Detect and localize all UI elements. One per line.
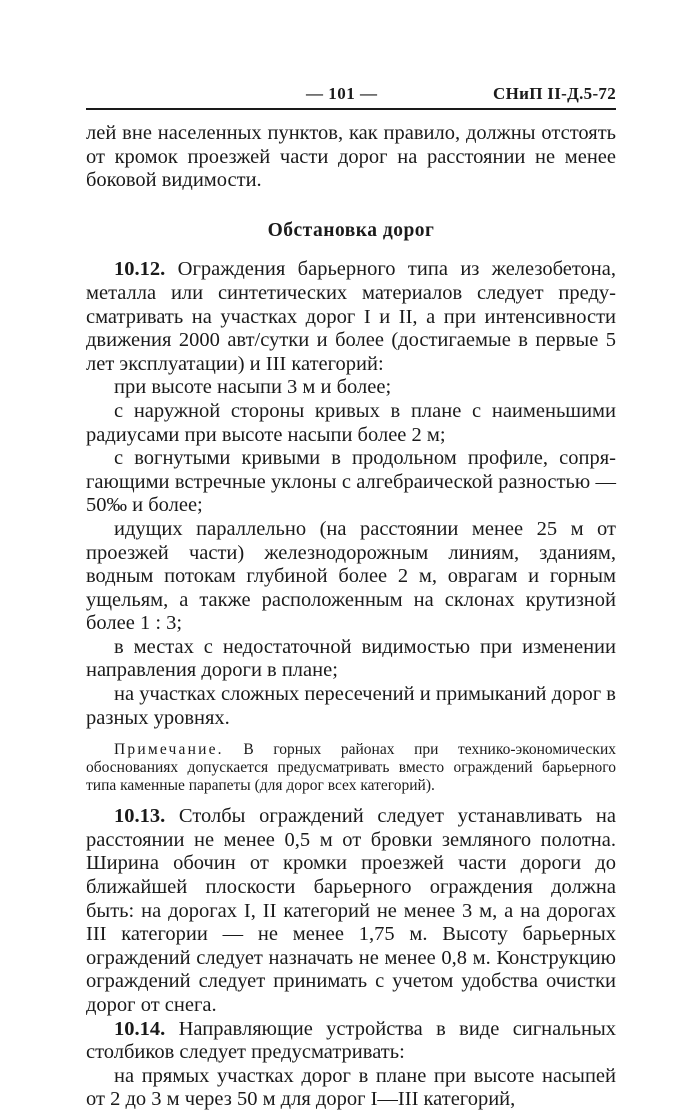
clause-text: Направляющие устройства в виде сигнальных столбиков следует предусматривать:	[86, 1017, 616, 1064]
list-item: идущих параллельно (на расстоянии менее 25 м от проезжей части) железнодорожным линиям, зданиям, водным потокам глубиной более 2 м, оврагам и горным ущельям, а также расположенным на склонах крутизной более 1 : 3;	[86, 517, 616, 635]
list-item: на участках сложных пересечений и примыканий дорог в разных уровнях.	[86, 683, 616, 729]
page-header	[86, 80, 616, 106]
document-code: СНиП II-Д.5-72	[493, 84, 616, 103]
section-title: Обстановка дорог	[267, 219, 435, 241]
clause-number: 10.13.	[114, 805, 166, 828]
list-item: на прямых участках дорог в плане при высоте насыпей от 2 до 3 м через 50 м для дорог I—III категорий,	[86, 1064, 616, 1111]
clause-number: 10.12.	[114, 258, 166, 281]
note-paragraph	[86, 741, 616, 795]
list-item: с вогнутыми кривыми в продольном профиле, сопрягающими встречные уклоны с алгебраической разностью — 50‰ и более;	[86, 447, 616, 517]
clause-10-13	[86, 805, 616, 1017]
document-body	[86, 122, 616, 1112]
note-label: Примечание.	[114, 741, 224, 759]
note-text: В горных районах при технико-экономических обоснованиях допускается предусматривать вместо ограждений барьерного типа каменные парапеты (для дорог всех категорий).	[86, 741, 616, 795]
document-page	[86, 80, 616, 1112]
clause-10-14	[86, 1018, 616, 1065]
header-rule	[86, 108, 616, 110]
page-number: — 101 —	[306, 84, 378, 103]
list-item: в местах с недостаточной видимостью при изменении направления дороги в плане;	[86, 635, 616, 682]
list-item: с наружной стороны кривых в плане с наименьшими радиусами при высоте насыпи более 2 м;	[86, 399, 616, 446]
clause-number: 10.14.	[114, 1017, 166, 1040]
clause-text: Столбы ограждений следует устанавливать на расстоянии не менее 0,5 м от бровки земляного полотна. Ширина обочин от кромки проезжей части дороги до ближайшей плоскости барьерного ограждения должна быть: на дорогах I, II категорий не менее 3 м, а на дорогах III категории — не менее 1,75 м. Высоту барьерных ограждений следует назначать не менее 0,8 м. Конструкцию ограждений следует принимать с учетом удобства очистки дорог от снега.	[86, 805, 616, 1016]
clause-text: Ограждения барьерного типа из железобетона, металла или синтетических материалов следует предусматривать на участках дорог I и II, а при интенсивности движения 2000 авт/сутки и более (достигаемые в первые 5 лет эксплуатации) и III категорий:	[86, 258, 616, 375]
clause-10-12	[86, 258, 616, 376]
continuation-paragraph: лей вне населенных пунктов, как правило, должны отстоять от кромок проезжей части дорог на расстоянии не менее боковой видимости.	[86, 122, 616, 192]
list-item: при высоте насыпи 3 м и более;	[114, 376, 392, 399]
